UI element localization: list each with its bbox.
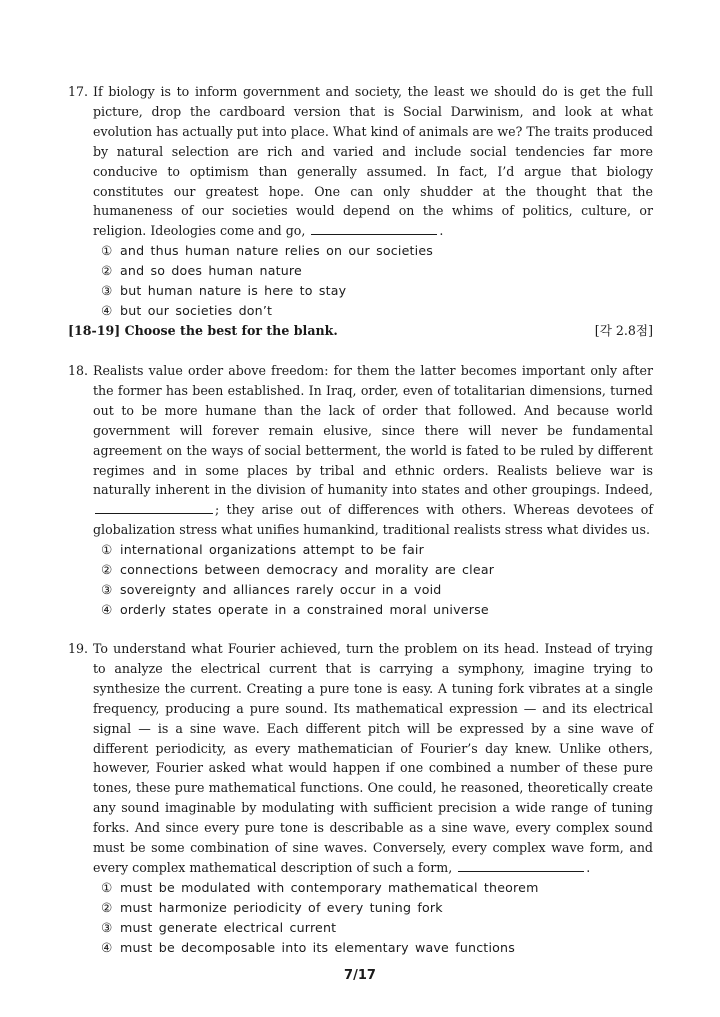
section-header [68,321,653,340]
option-text: must harmonize periodicity of every tuning fork [120,899,443,915]
question-text: If biology is to inform government and society, the least we should do is get the full picture, drop the cardboard version that is Social Darwinism, and look at what evolution has actually put into place. What kind of animals are we? The traits produced by natural selection are rich and varied and include social tendencies far more conducive to optimism than generally assumed. In fact, I’d argue that biology constitutes our greatest hope. One can only shudder at the thought that the humaneness of our societies would depend on the whims of politics, culture, or religion. Ideologies come and go, [93,84,653,239]
question-19 [68,639,653,958]
question-18-stem [68,361,653,540]
option-text: must be decomposable into its elementary wave functions [120,939,515,955]
option-text: orderly states operate in a constrained moral universe [120,601,489,617]
answer-options [68,540,653,620]
option-3[interactable] [101,281,653,301]
option-text: international organizations attempt to be fair [120,542,424,558]
option-marker: ① [101,879,113,895]
page-number: 7/17 [344,968,376,983]
option-4[interactable] [101,600,653,620]
option-4[interactable] [101,301,653,321]
option-marker: ② [101,263,113,279]
question-number: 17. [68,84,89,99]
question-text-after: . [586,859,591,875]
option-2[interactable] [101,560,653,580]
answer-blank [311,222,437,235]
question-number: 18. [68,363,89,378]
option-4[interactable] [101,938,653,958]
option-3[interactable] [101,580,653,600]
answer-options [68,878,653,958]
option-text: must generate electrical current [120,919,337,935]
option-text: connections between democracy and morality are clear [120,562,495,578]
question-17 [68,82,653,321]
option-text: sovereignty and alliances rarely occur in a void [120,581,442,597]
question-18 [68,361,653,620]
option-1[interactable] [101,241,653,261]
question-text-after: . [439,223,444,239]
answer-blank [458,859,584,872]
answer-options [68,241,653,321]
option-2[interactable] [101,898,653,918]
question-number: 19. [68,641,89,656]
question-19-stem [68,639,653,878]
question-17-stem [68,82,653,241]
option-3[interactable] [101,918,653,938]
option-text: must be modulated with contemporary mathematical theorem [120,879,539,895]
section-points: [각 2.8점] [594,323,653,338]
section-instruction: [18-19] Choose the best for the blank. [68,323,338,338]
option-marker: ④ [101,939,113,955]
question-text: To understand what Fourier achieved, turn the problem on its head. Instead of trying to analyze the electrical current that is carrying a symphony, imagine trying to synthesize the current. Creating a pure tone is easy. A tuning fork vibrates at a single frequency, producing a pure sound. Its mathematical expression — and its electrical signal — is a sine wave. Each different pitch will be expressed by a sine wave of different periodicity, as every mathematician of Fourier’s day knew. Unlike others, however, Fourier asked what would happen if one combined a number of these pure tones, these pure mathematical functions. One could, he reasoned, theoretically create any sound imaginable by modulating with sufficient precision a wide range of tuning forks. And since every pure tone is describable as a sine wave, every complex sound must be some combination of sine waves. Conversely, every complex wave form, and every complex mathematical description of such a form, [93,641,653,875]
option-marker: ③ [101,581,113,597]
option-1[interactable] [101,540,653,560]
option-marker: ① [101,243,113,259]
option-marker: ② [101,562,113,578]
option-1[interactable] [101,878,653,898]
option-text: but human nature is here to stay [120,283,347,299]
option-marker: ② [101,899,113,915]
option-marker: ③ [101,283,113,299]
option-text: but our societies don’t [120,302,273,318]
question-text: Realists value order above freedom: for them the latter becomes important only after the former has been established. In Iraq, order, even of totalitarian dimensions, turned out to be more humane than the lack of order that followed. And because world government will forever remain elusive, since there will never be fundamental agreement on the ways of social betterment, the world is fated to be ruled by different regimes and in some places by tribal and ethnic orders. Realists believe war is naturally inherent in the division of humanity into states and other groupings. Indeed, [93,363,653,498]
option-marker: ③ [101,919,113,935]
answer-blank [95,501,213,514]
option-marker: ④ [101,601,113,617]
option-marker: ① [101,542,113,558]
option-marker: ④ [101,302,113,318]
option-text: and so does human nature [120,263,302,279]
option-text: and thus human nature relies on our societies [120,243,434,259]
question-text-after: ; they arise out of differences with others. Whereas devotees of globalization stress what unifies humankind, traditional realists stress what divides us. [93,502,653,538]
option-2[interactable] [101,261,653,281]
